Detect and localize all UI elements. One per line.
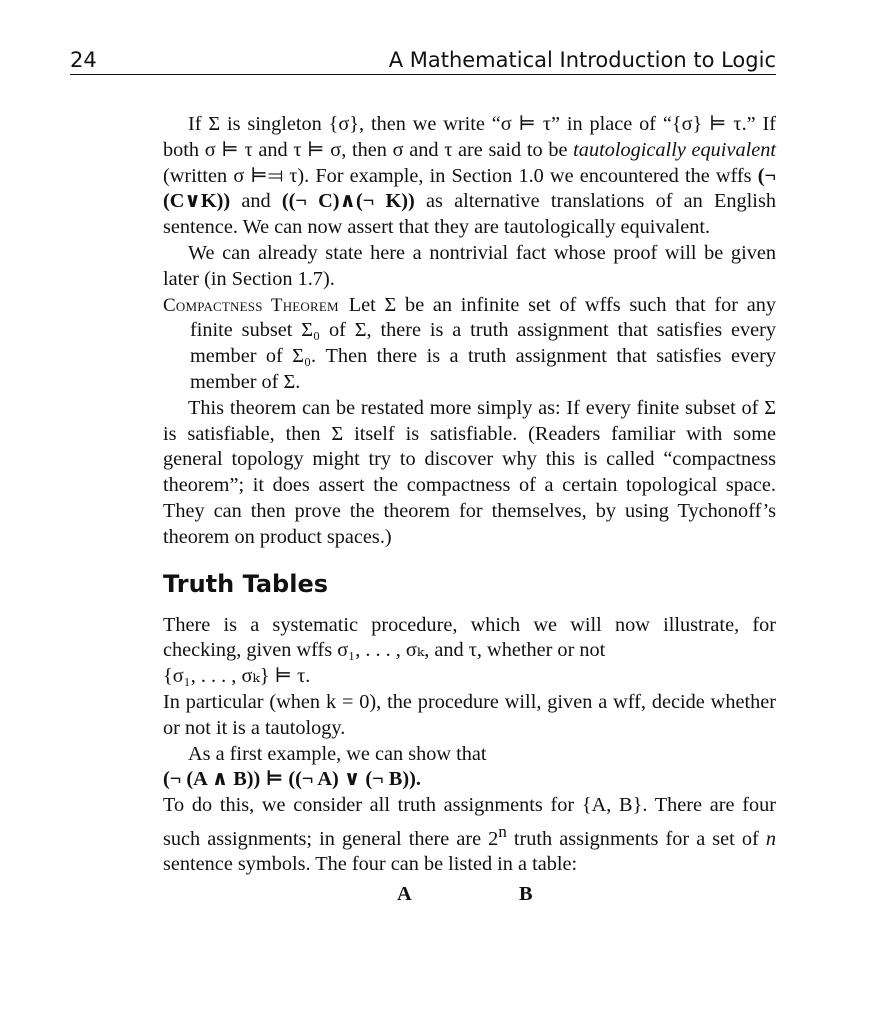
paragraph-6: As a first example, we can show that	[188, 742, 487, 765]
paragraph-3: This theorem can be restated more simply as: If every finite subset of Σ is satisfiable, then Σ itself is satisfiable. (Readers familiar with some general topology might try to discover why this is called “compactness theorem”; it does assert the compactness of a certain topological space. They can then prove the theorem for themselves, by using Tychonoff’s theorem on product spaces.)	[163, 396, 776, 548]
theorem-block	[163, 293, 776, 396]
superscript: n	[498, 821, 507, 841]
paragraph-5: In particular (when k = 0), the procedure will, given a wff, decide whether or not it is a tautology.	[163, 690, 776, 739]
body-text	[163, 112, 776, 908]
text-run: as alternative translations of an English sentence. We can now assert that they are tautologically equivalent.	[163, 190, 776, 239]
wff-formula: (¬ (C∨K))	[163, 164, 776, 213]
paragraph-7	[163, 793, 776, 878]
section-title: Truth Tables	[163, 569, 329, 598]
paragraph-4: There is a systematic procedure, which we will now illustrate, for checking, given wffs σ₁, . . . , σₖ, and τ, whether or not	[163, 613, 776, 662]
paragraph-2: We can already state here a nontrivial fact whose proof will be given later (in Section 1.7).	[163, 241, 776, 290]
running-head	[70, 48, 776, 75]
theorem-name: Compactness Theorem	[163, 294, 339, 316]
text-run: sentence symbols. The four can be listed in a table:	[163, 853, 578, 876]
theorem-text: Let Σ be an infinite set of wffs such that for any finite subset Σ₀ of Σ, there is a truth assignment that satisfies every member of Σ₀. Then there is a truth assignment that satisfies every member of Σ.	[190, 293, 776, 393]
math-var: n	[765, 827, 776, 850]
page-number: 24	[70, 48, 97, 72]
table-column-a: A	[397, 883, 412, 906]
text-run: To do this, we consider all truth assignments for {A, B}. There are four such assignments; in general there are 2	[163, 794, 776, 850]
table-column-b: B	[519, 883, 533, 906]
display-formula-2: (¬ (A ∧ B)) ⊨ ((¬ A) ∨ (¬ B)).	[163, 768, 421, 791]
paragraph-1	[163, 112, 776, 241]
defined-term: tautologically equivalent	[573, 138, 776, 161]
text-run: truth assignments for a set of	[506, 827, 766, 850]
text-run: and	[230, 190, 282, 213]
running-title: A Mathematical Introduction to Logic	[388, 48, 776, 72]
wff-formula: ((¬ C)∧(¬ K))	[281, 190, 415, 213]
text-run: If Σ is singleton {σ}, then we write “σ ⊨ τ” in place of “{σ} ⊨ τ.” If both σ ⊨ τ and τ ⊨ σ, then σ and τ are said to be	[163, 113, 776, 161]
truth-table-header	[163, 882, 776, 908]
text-run: (written σ ⊨⫤ τ). For example, in Section 1.0 we encountered the wffs	[163, 164, 758, 187]
display-formula-1: {σ₁, . . . , σₖ} ⊨ τ.	[163, 665, 311, 688]
